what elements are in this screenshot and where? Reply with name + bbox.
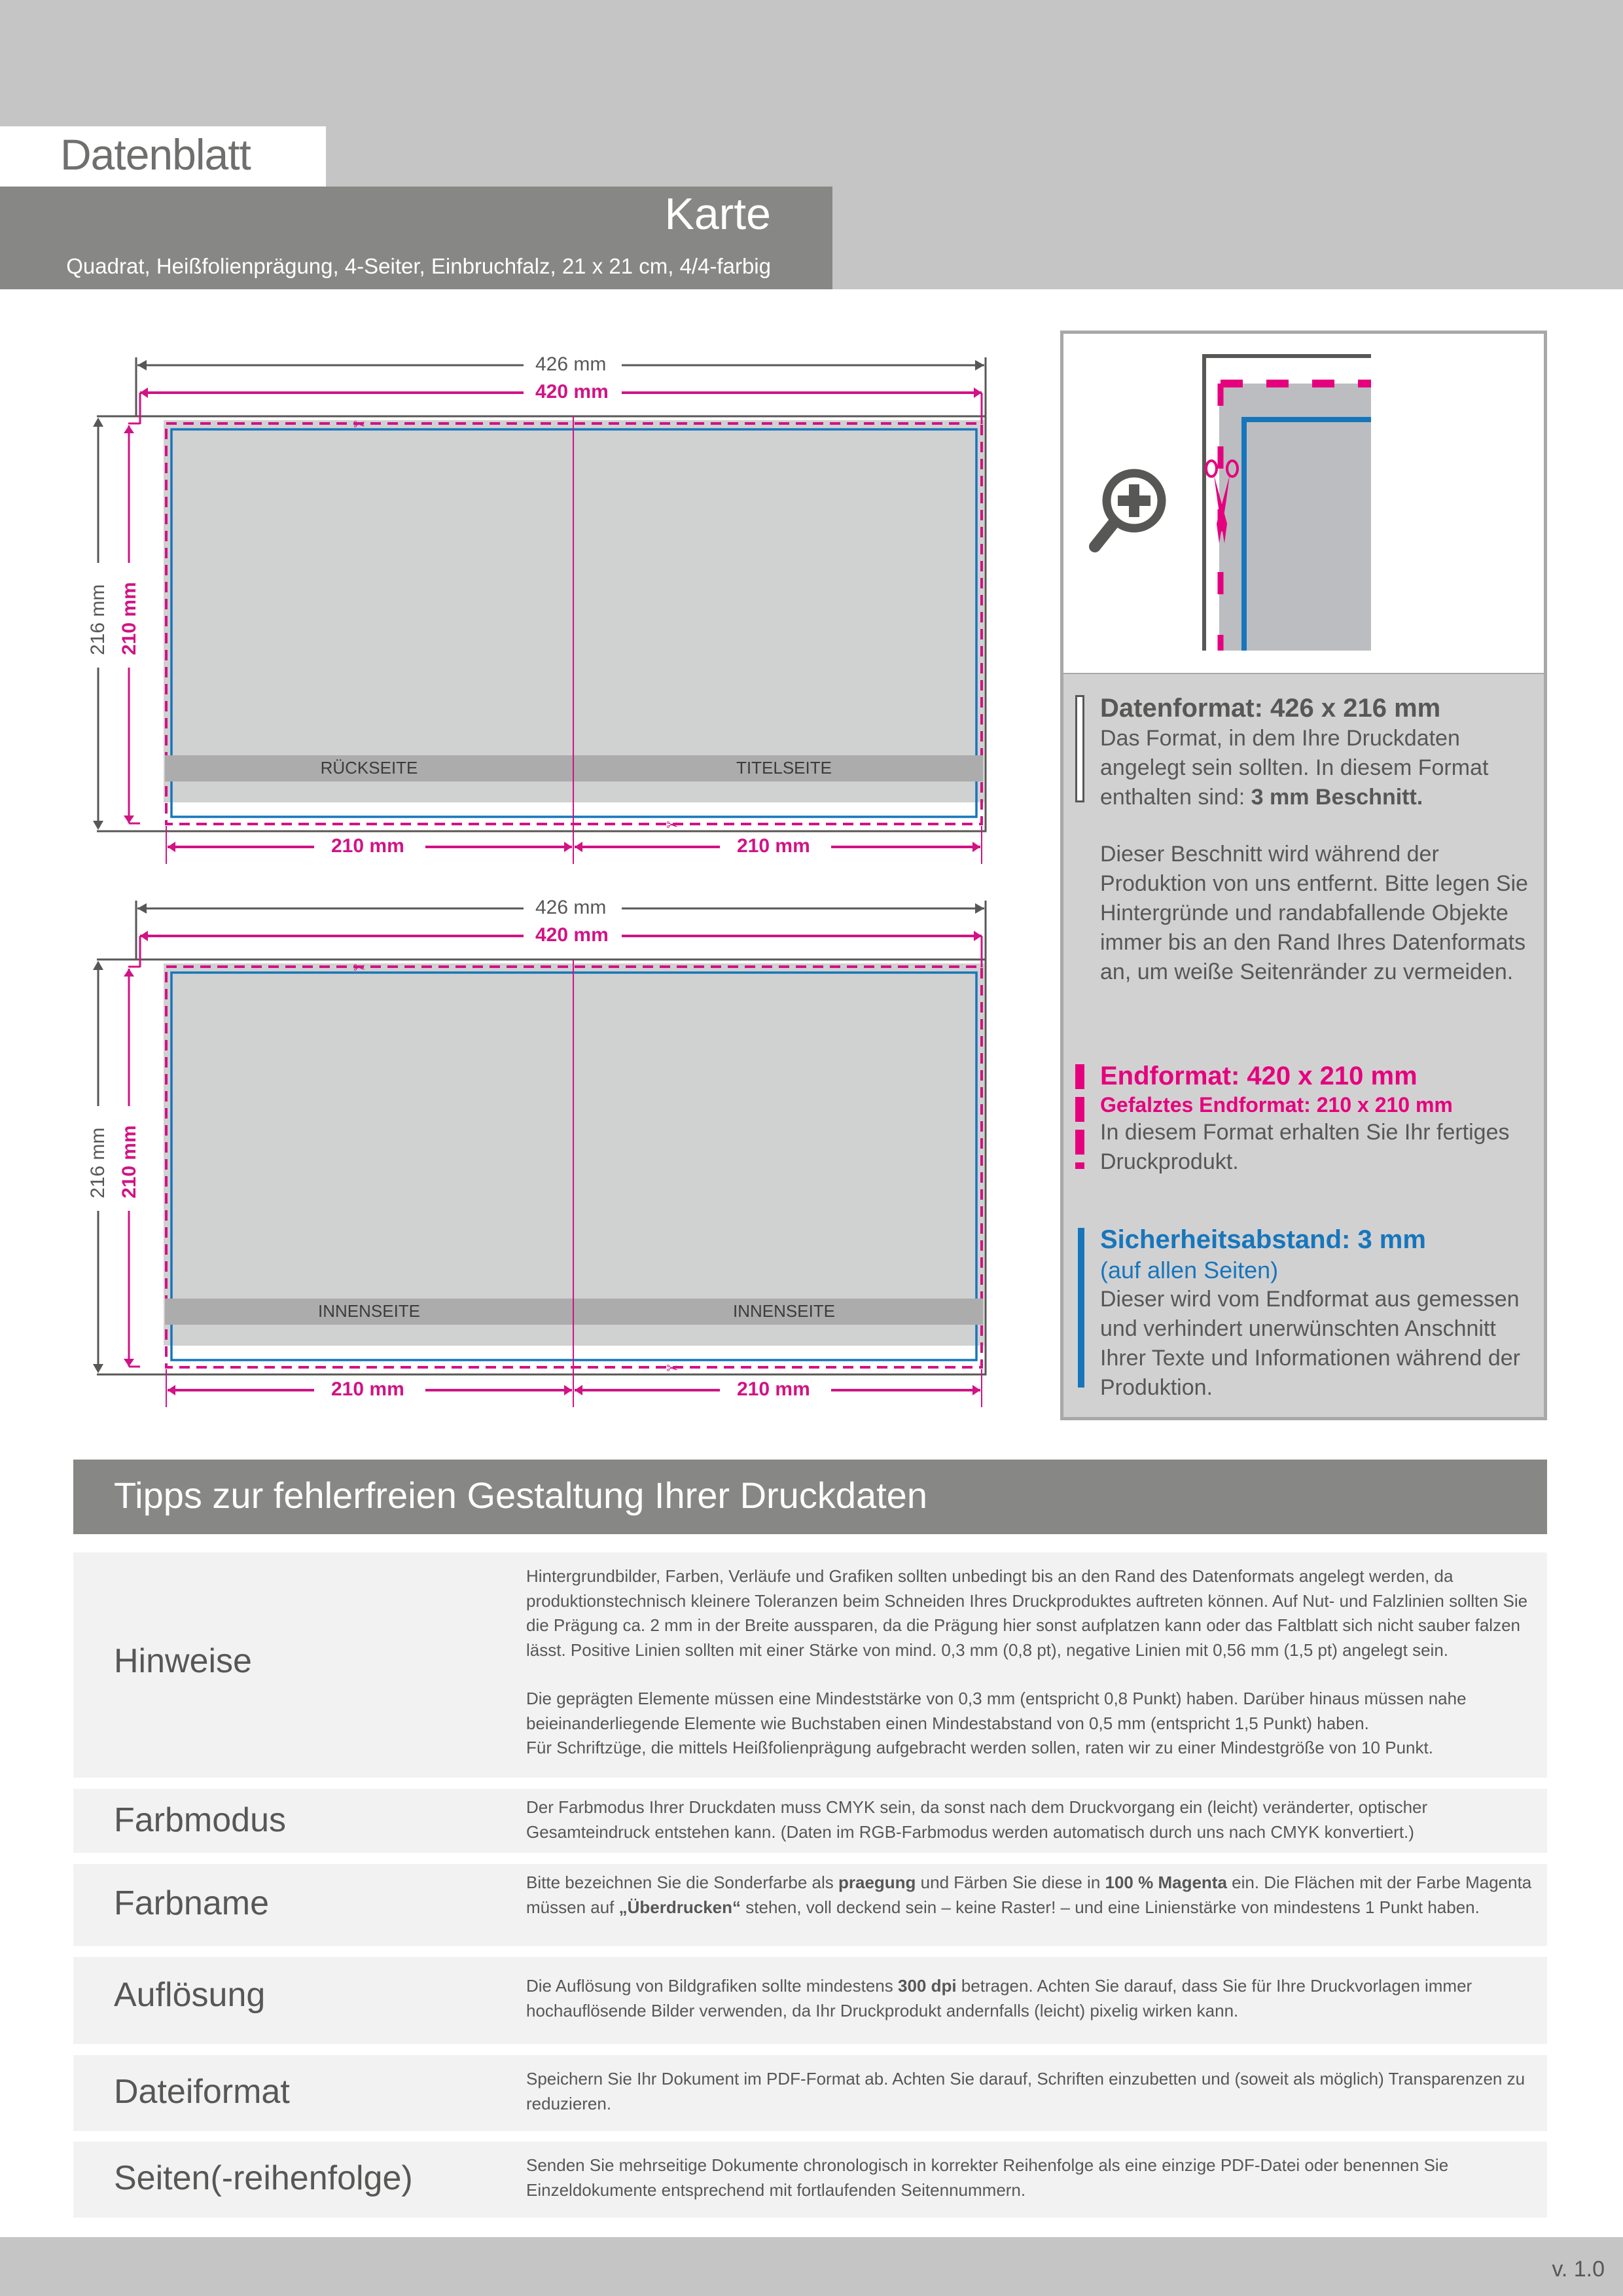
svg-text:✂: ✂ bbox=[666, 817, 679, 834]
tip-row-seitenreihenfolge bbox=[73, 2142, 1547, 2217]
endformat-text: In diesem Format erhalten Sie Ihr fertiges Druckprodukt. bbox=[1100, 1120, 1510, 1174]
datenformat-text-body: Das Format, in dem Ihre Druckdaten angelegt sein sollten. In diesem Format enthalten sind: bbox=[1100, 726, 1489, 810]
svg-text:✂: ✂ bbox=[353, 960, 366, 977]
page-label-right: INNENSEITE bbox=[732, 1301, 836, 1321]
tip-label: Seiten(-reihenfolge) bbox=[114, 2159, 413, 2197]
tip-text: Der Farbmodus Ihrer Druckdaten muss CMYK sein, da sonst nach dem Druckvorgang ein (leicht) veränderter, optischer Gesamteindruck entstehen kann. (Daten im RGB-Farbmodus werden automatisch durch uns nach CMYK konvertiert.) bbox=[526, 1797, 1428, 1842]
endformat-subtitle: Gefalztes Endformat: 210 x 210 mm bbox=[1100, 1093, 1453, 1117]
page-label-left: INNENSEITE bbox=[317, 1301, 421, 1321]
tip-text: Senden Sie mehrseitige Dokumente chronologisch in korrekter Reihenfolge als eine einzige PDF-Datei oder benennen Sie Einzeldokumente entsprechend mit fortlaufenden Seitennummern. bbox=[526, 2155, 1449, 2200]
tip-label: Farbname bbox=[114, 1884, 269, 1922]
tip-text bbox=[526, 1974, 1534, 2023]
height-final-label: 210 mm bbox=[118, 1125, 140, 1198]
half-right-label: 210 mm bbox=[737, 835, 810, 857]
diagram-inside bbox=[0, 884, 1021, 1407]
sicherheit-subtitle: (auf allen Seiten) bbox=[1100, 1257, 1279, 1283]
page-label-right: TITELSEITE bbox=[736, 758, 832, 778]
width-final-label: 420 mm bbox=[535, 381, 609, 403]
datenformat-section bbox=[1100, 692, 1539, 987]
tip-label: Hinweise bbox=[114, 1642, 252, 1680]
tip-label: Farbmodus bbox=[114, 1801, 286, 1839]
datenformat-legend-swatch bbox=[1075, 695, 1084, 802]
product-name: Karte bbox=[664, 189, 771, 239]
tips-heading: Tipps zur fehlerfreien Gestaltung Ihrer Druckdaten bbox=[114, 1475, 927, 1516]
endformat-section bbox=[1100, 1060, 1539, 1177]
tip-row-dateiformat bbox=[73, 2055, 1547, 2131]
page-label-left: RÜCKSEITE bbox=[320, 758, 418, 778]
tip-text: Speichern Sie Ihr Dokument im PDF-Format ab. Achten Sie darauf, Schriften einzubetten und (soweit als möglich) Transparenzen zu reduzieren. bbox=[526, 2069, 1525, 2113]
width-data-label: 426 mm bbox=[535, 353, 607, 375]
text-bold: praegung bbox=[838, 1873, 916, 1892]
width-data-label: 426 mm bbox=[535, 897, 607, 918]
text-bold: 100 % Magenta bbox=[1105, 1873, 1227, 1892]
text-bold: 300 dpi bbox=[898, 1976, 957, 1996]
tip-paragraph: Die geprägten Elemente müssen eine Mindeststärke von 0,3 mm (entspricht 0,8 Punkt) haben. Darüber hinaus müssen nahe beieinanderliegende Elemente wie Buchstaben einen Mindestabstand von 0,5 mm (entspricht 1,5 Punkt) haben. bbox=[526, 1689, 1467, 1733]
tip-paragraph: Für Schriftzüge, die mittels Heißfolienprägung aufgebracht werden sollen, raten wir zu einer Mindestgröße von 10 Punkt. bbox=[526, 1738, 1433, 1757]
text-bold: „Überdrucken“ bbox=[618, 1897, 741, 1917]
text-span: Die Auflösung von Bildgrafiken sollte mindestens bbox=[526, 1976, 898, 1996]
tip-row-aufloesung bbox=[73, 1957, 1547, 2044]
width-final-label: 420 mm bbox=[535, 924, 609, 946]
height-data-label: 216 mm bbox=[87, 584, 109, 655]
datenformat-text-bold: 3 mm Beschnitt. bbox=[1251, 785, 1423, 810]
product-subtitle: Quadrat, Heißfolienprägung, 4-Seiter, Einbruchfalz, 21 x 21 cm, 4/4-farbig bbox=[66, 254, 771, 278]
text-span: stehen, voll deckend sein – keine Raster! – und eine Linienstärke von mindestens 1 Punkt haben. bbox=[741, 1897, 1480, 1917]
tip-row-farbmodus bbox=[73, 1789, 1547, 1853]
endformat-legend-swatch bbox=[1075, 1064, 1084, 1169]
tip-row-hinweise bbox=[73, 1552, 1547, 1778]
tip-label: Auflösung bbox=[114, 1976, 266, 2014]
datenformat-title: Datenformat: 426 x 216 mm bbox=[1100, 694, 1441, 723]
page-title: Datenblatt bbox=[60, 130, 251, 179]
layout-diagram-graphic bbox=[0, 340, 1021, 864]
tip-text bbox=[526, 1564, 1534, 1761]
text-span: Bitte bezeichnen Sie die Sonderfarbe als bbox=[526, 1873, 838, 1892]
tip-label: Dateiformat bbox=[114, 2073, 290, 2111]
tip-text bbox=[526, 1871, 1534, 1920]
diagram-outside bbox=[0, 340, 1021, 864]
tip-row-farbname bbox=[73, 1864, 1547, 1946]
text-span: betragen. Achten Sie darauf, dass Sie für Ihre Druckvorlagen immer hochauflösende Bilder verwenden, da Ihr Druckprodukt andernfalls (leicht) pixelig wirken kann. bbox=[526, 1976, 1472, 2020]
datenformat-text bbox=[1100, 724, 1539, 812]
text-span: und Färben Sie diese in bbox=[916, 1873, 1105, 1892]
svg-text:✂: ✂ bbox=[353, 417, 366, 433]
layout-diagram-graphic bbox=[0, 884, 1021, 1407]
sicherheit-title: Sicherheitsabstand: 3 mm bbox=[1100, 1225, 1426, 1254]
version-label: v. 1.0 bbox=[1552, 2257, 1605, 2282]
footer-band bbox=[0, 2237, 1623, 2296]
text-span: ein. Die Flächen mit der Farbe Magenta müssen auf bbox=[526, 1873, 1532, 1917]
zoom-in-icon bbox=[1095, 473, 1162, 547]
height-data-label: 216 mm bbox=[87, 1127, 109, 1198]
corner-detail-panel bbox=[1060, 331, 1547, 676]
tips-heading-bar bbox=[73, 1460, 1547, 1534]
half-left-label: 210 mm bbox=[331, 835, 404, 857]
sicherheit-section bbox=[1100, 1224, 1539, 1403]
sicherheit-legend-swatch bbox=[1078, 1228, 1084, 1388]
tip-paragraph: Hintergrundbilder, Farben, Verläufe und Grafiken sollten unbedingt bis an den Rand des Datenformats angelegt werden, da produktionstechnisch kleinere Toleranzen beim Schneiden Ihres Druckproduktes auftreten können. Auf Nut- und Falzlinien sollten Sie die Prägung ca. 2 mm in der Breite aussparen, da die Prägung hier sonst aufplatzen kann oder das Faltblatt sich nicht sauber falzen lässt. Positive Linien sollten mit einer Stärke von mind. 0,3 mm (0,8 pt), negative Linien mit 0,56 mm (1,5 pt) angelegt sein. bbox=[526, 1566, 1528, 1660]
corner-detail-graphic bbox=[1063, 334, 1544, 673]
height-final-label: 210 mm bbox=[118, 582, 140, 655]
datenformat-text2: Dieser Beschnitt wird während der Produktion von uns entfernt. Bitte legen Sie Hintergründe und randabfallende Objekte immer bis an den Rand Ihres Datenformats an, um weiße Seitenränder zu vermeiden. bbox=[1100, 842, 1528, 984]
format-info-panel bbox=[1060, 674, 1547, 1420]
svg-text:✂: ✂ bbox=[666, 1361, 679, 1377]
endformat-title: Endformat: 420 x 210 mm bbox=[1100, 1062, 1418, 1090]
sicherheit-text: Dieser wird vom Endformat aus gemessen und verhindert unerwünschten Anschnitt Ihrer Texte und Informationen während der Produktion. bbox=[1100, 1287, 1520, 1400]
half-right-label: 210 mm bbox=[737, 1378, 810, 1400]
half-left-label: 210 mm bbox=[331, 1378, 404, 1400]
